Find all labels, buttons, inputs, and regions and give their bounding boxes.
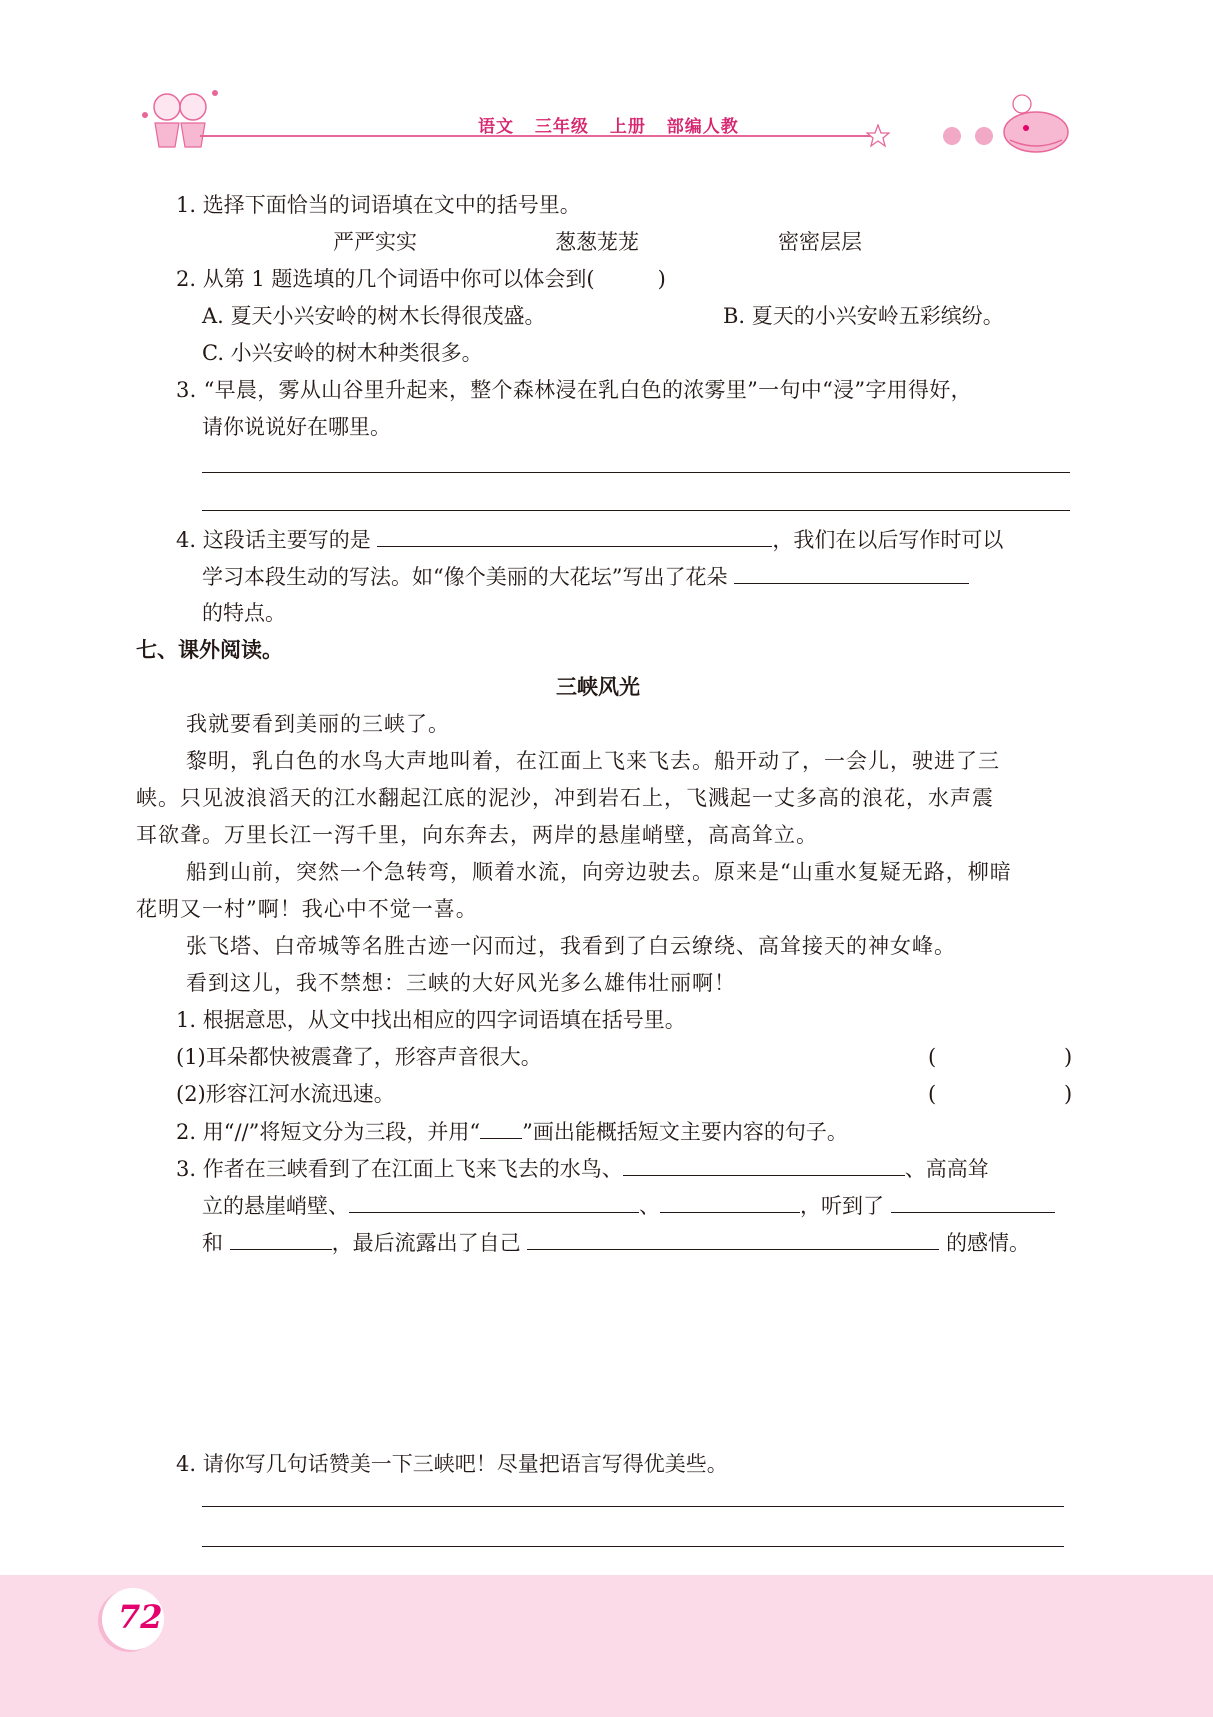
- answer-blank[interactable]: [623, 1155, 905, 1176]
- option-c: C. 小兴安岭的树木种类很多。: [202, 341, 483, 365]
- question-4-cont: [202, 563, 969, 590]
- passage-paragraph: 看到这儿，我不禁想：三峡的大好风光多么雄伟壮丽啊！: [186, 971, 736, 995]
- answer-blank[interactable]: [230, 1229, 332, 1250]
- answer-line[interactable]: [202, 472, 1070, 473]
- header-grade: 三年级: [534, 117, 589, 137]
- answer-blank[interactable]: [527, 1229, 939, 1250]
- paren-close: ): [1064, 1082, 1073, 1106]
- option-b: B. 夏天的小兴安岭五彩缤纷。: [723, 304, 1004, 328]
- passage-paragraph: 我就要看到美丽的三峡了。: [186, 712, 450, 736]
- header-dot: [943, 127, 961, 145]
- reading-question-3-part: 、高高耸: [904, 1157, 989, 1181]
- reading-question-3-part: ，最后流露出了自己: [331, 1231, 521, 1255]
- header-kids-illustration: [135, 85, 225, 160]
- header-dot: [975, 127, 993, 145]
- reading-question-2-part: 2. 用“//”将短文分为三段，并用“: [176, 1120, 481, 1144]
- answer-blank[interactable]: [377, 526, 772, 547]
- paren-open: (: [928, 1045, 937, 1069]
- reading-question-3-part: 和: [202, 1231, 223, 1255]
- header-volume: 上册: [609, 117, 646, 137]
- passage-line: 花明又一村”啊！我心中不觉一喜。: [136, 897, 478, 921]
- passage-line: 耳欲聋。万里长江一泻千里，向东奔去，两岸的悬崖峭壁，高高耸立。: [136, 823, 818, 847]
- star-icon: [866, 124, 890, 148]
- word-option: 严严实实: [333, 230, 417, 254]
- answer-blank[interactable]: [660, 1192, 800, 1213]
- passage-line: 黎明，乳白色的水鸟大声地叫着，在江面上飞来飞去。船开动了，一会儿，驶进了三: [186, 749, 1000, 773]
- section-heading: 七、课外阅读。: [136, 638, 283, 662]
- page-number: 72: [118, 1598, 163, 1636]
- passage-line: 船到山前，突然一个急转弯，顺着水流，向旁边驶去。原来是“山重水复疑无路，柳暗: [186, 860, 1012, 884]
- question-2: 2. 从第 1 题选填的几个词语中你可以体会到( ): [176, 267, 666, 291]
- reading-question-3-part: 3. 作者在三峡看到了在江面上飞来飞去的水鸟、: [176, 1157, 623, 1181]
- answer-line[interactable]: [202, 1546, 1064, 1547]
- passage-title: 三峡风光: [556, 675, 640, 699]
- word-option: 葱葱茏茏: [555, 230, 639, 254]
- answer-blank[interactable]: [734, 563, 969, 584]
- option-a: A. 夏天小兴安岭的树木长得很茂盛。: [202, 304, 546, 328]
- paren-open: (: [928, 1082, 937, 1106]
- question-3-cont: 请你说说好在哪里。: [202, 415, 391, 439]
- footer-band: [0, 1575, 1213, 1717]
- header-subject: 语文: [478, 117, 514, 137]
- question-4-part: 4. 这段话主要写的是: [176, 528, 371, 552]
- passage-paragraph: 张飞塔、白帝城等名胜古迹一闪而过，我看到了白云缭绕、高耸接天的神女峰。: [186, 934, 956, 958]
- reading-question-3-end: [202, 1229, 1030, 1256]
- reading-question-3-cont: [202, 1192, 1055, 1219]
- passage-line: 峡。只见波浪滔天的江水翻起江底的泥沙，冲到岩石上，飞溅起一丈多高的浪花，水声震: [136, 786, 994, 810]
- answer-blank[interactable]: [349, 1192, 639, 1213]
- answer-line[interactable]: [202, 510, 1070, 511]
- answer-blank[interactable]: [891, 1192, 1055, 1213]
- question-4-part: ，我们在以后写作时可以: [772, 528, 1004, 552]
- underline-sample: [480, 1118, 522, 1139]
- paren-close: ): [1064, 1045, 1073, 1069]
- reading-item-1: (1)耳朵都快被震聋了，形容声音很大。: [176, 1045, 542, 1069]
- answer-line[interactable]: [202, 1506, 1064, 1507]
- question-1: 1. 选择下面恰当的词语填在文中的括号里。: [176, 193, 581, 217]
- reading-question-3: [176, 1155, 989, 1182]
- reading-question-3-part: 立的悬崖峭壁、: [202, 1194, 349, 1218]
- reading-question-2-part: ”画出能概括短文主要内容的句子。: [522, 1120, 848, 1144]
- header-edition: 部编人教: [666, 117, 739, 137]
- reading-question-1: 1. 根据意思，从文中找出相应的四字词语填在括号里。: [176, 1008, 686, 1032]
- question-4-end: 的特点。: [202, 601, 286, 625]
- reading-question-3-part: 的感情。: [946, 1231, 1031, 1255]
- reading-question-3-part: 、: [639, 1194, 660, 1218]
- reading-item-2: (2)形容江河水流迅速。: [176, 1082, 395, 1106]
- reading-question-3-part: ，听到了: [800, 1194, 884, 1218]
- word-option: 密密层层: [778, 230, 862, 254]
- reading-question-4: 4. 请你写几句话赞美一下三峡吧！尽量把语言写得优美些。: [176, 1452, 728, 1476]
- question-3: 3. “早晨，雾从山谷里升起来，整个森林浸在乳白色的浓雾里”一句中“浸”字用得好，: [176, 378, 972, 402]
- whale-illustration: [1000, 90, 1072, 155]
- question-4: [176, 526, 1003, 553]
- reading-question-2: [176, 1118, 848, 1145]
- question-4-part: 学习本段生动的写法。如“像个美丽的大花坛”写出了花朵: [202, 565, 728, 589]
- header-title: [478, 112, 753, 137]
